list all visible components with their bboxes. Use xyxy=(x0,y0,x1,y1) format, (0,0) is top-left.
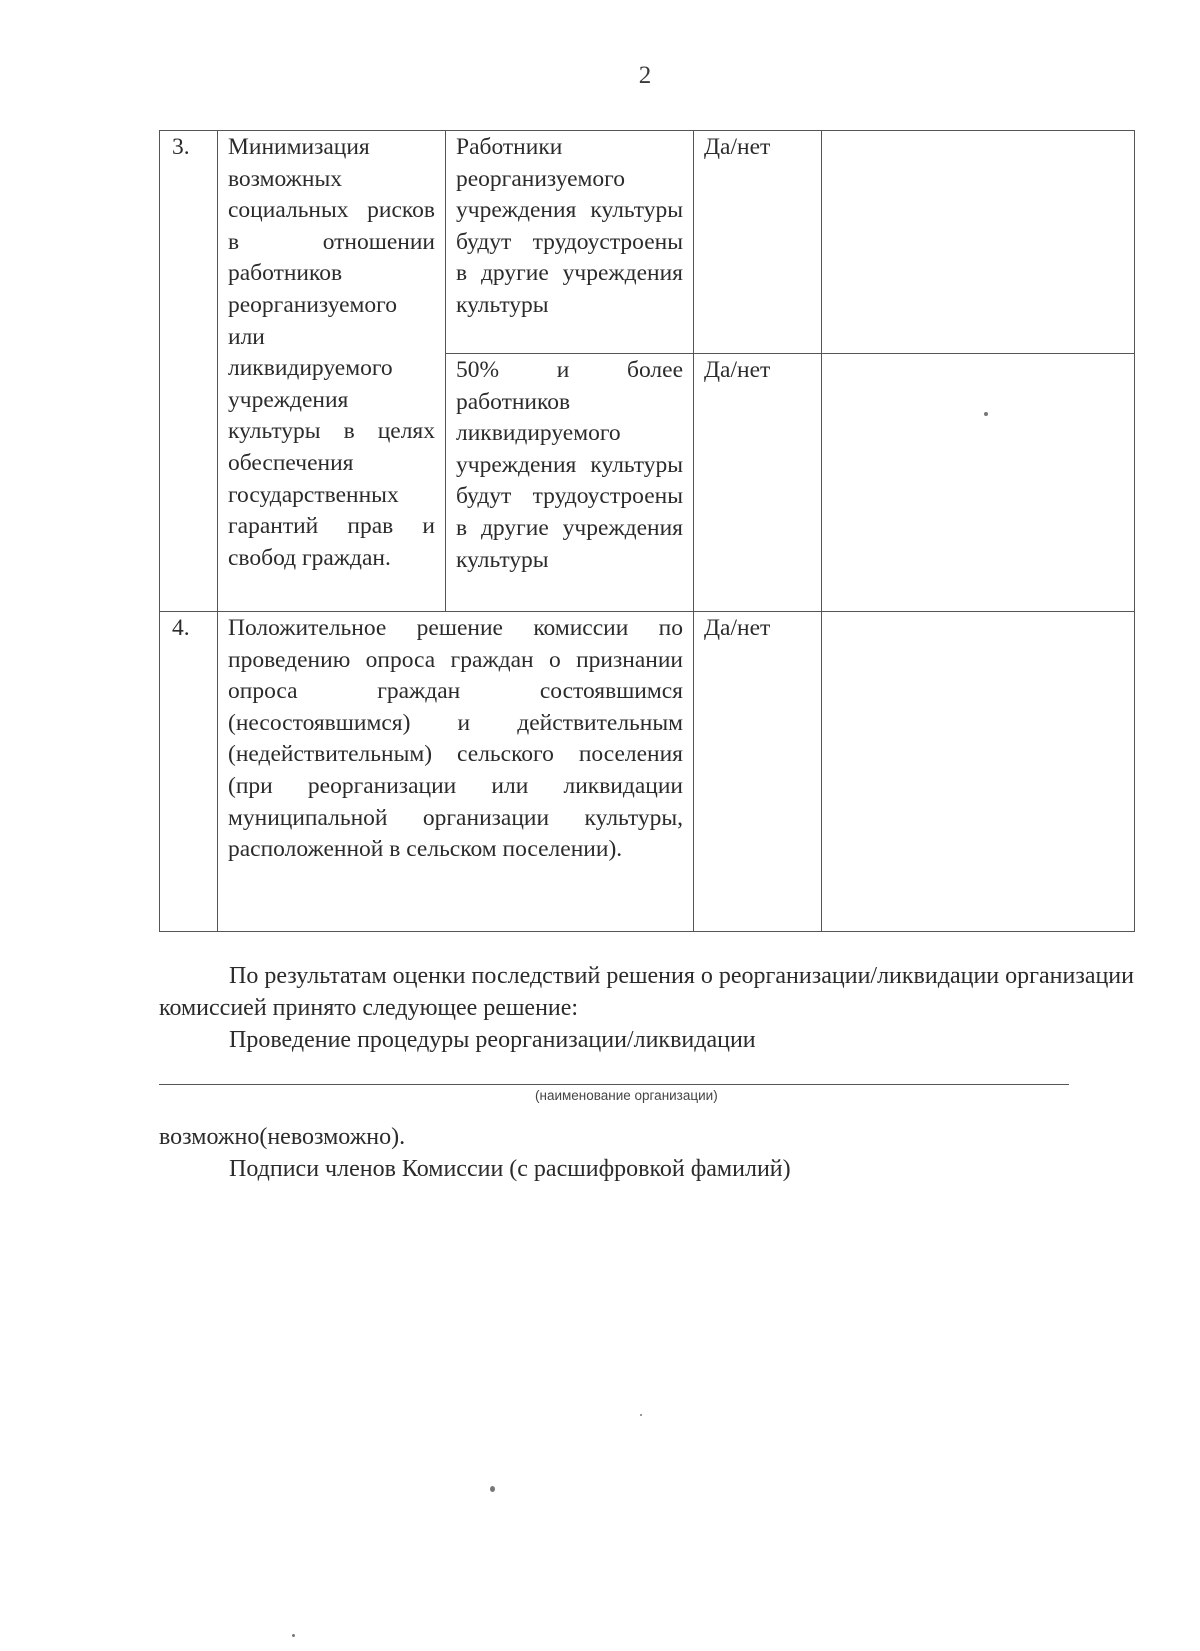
organization-name-line xyxy=(159,1084,1069,1085)
comment-cell xyxy=(822,612,1135,932)
criterion-cell: Минимизация возможных социальных рисков в отношении работников реорганизуемого или ликвидируемого учреждения культуры в целях обеспечения государственных гарантий прав и свобод граждан. xyxy=(218,131,446,612)
row-number: 3. xyxy=(160,131,218,612)
signatures-line: Подписи членов Комиссии (с расшифровкой фамилий) xyxy=(229,1156,791,1182)
answer-cell: Да/нет xyxy=(694,612,822,932)
row-number: 4. xyxy=(160,612,218,932)
table-row xyxy=(160,131,1135,354)
page-number: 2 xyxy=(638,62,652,89)
scan-speck xyxy=(984,412,988,416)
procedure-line: Проведение процедуры реорганизации/ликвидации xyxy=(229,1027,756,1053)
comment-cell xyxy=(822,131,1135,354)
answer-cell: Да/нет xyxy=(694,354,822,612)
organization-name-caption: (наименование организации) xyxy=(535,1088,718,1103)
condition-cell: Работники реорганизуемого учреждения культуры будут трудоустроены в другие учреждения культуры xyxy=(446,131,694,354)
comment-cell xyxy=(822,354,1135,612)
condition-cell: 50% и более работников ликвидируемого учреждения культуры будут трудоустроены в другие учреждения культуры xyxy=(446,354,694,612)
criteria-table xyxy=(159,130,1135,932)
decision-paragraph: По результатам оценки последствий решения о реорганизации/ликвидации организации комиссией принято следующее решение: xyxy=(159,963,1134,1021)
scan-speck xyxy=(490,1486,495,1492)
scan-speck xyxy=(292,1634,295,1637)
answer-cell: Да/нет xyxy=(694,131,822,354)
table-row xyxy=(160,612,1135,932)
criterion-cell: Положительное решение комиссии по проведению опроса граждан о признании опроса граждан состоявшимся (несостоявшимся) и действительным (недействительным) сельского поселения (при реорганизации или ликвидации муниципальной организации культуры, расположенной в сельском поселении). xyxy=(218,612,694,932)
scan-speck xyxy=(640,1414,642,1416)
outcome-text: возможно(невозможно). xyxy=(159,1124,406,1150)
